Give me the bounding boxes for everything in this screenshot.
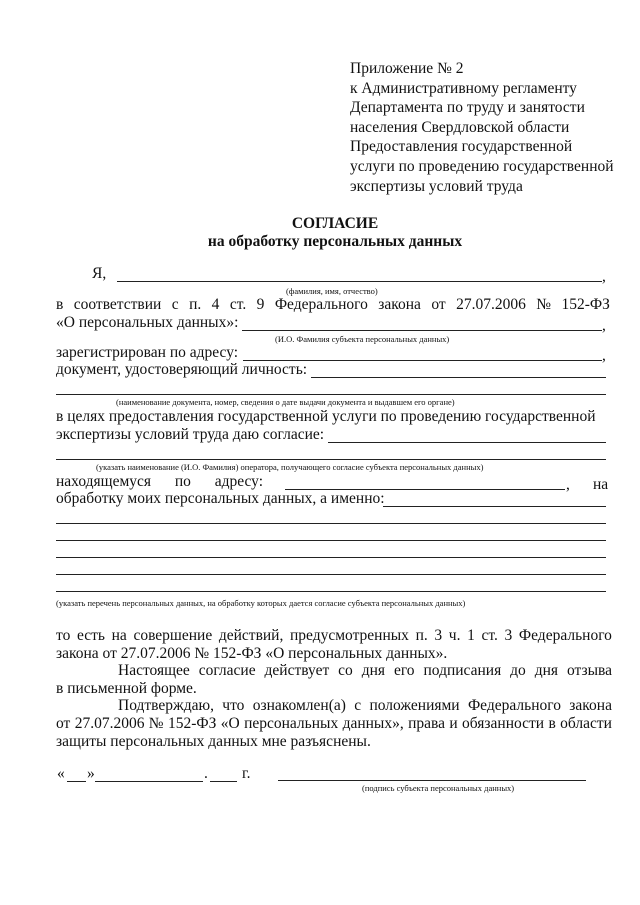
word: подписания: [423, 662, 502, 679]
appendix-line: Предоставления государственной: [350, 138, 573, 156]
appendix-line: экспертизы условий труда: [350, 177, 523, 195]
para2-line1: [118, 662, 612, 680]
word: обязанности: [462, 715, 545, 732]
data-list-line[interactable]: [56, 574, 606, 575]
appendix-line: населения Свердловской области: [350, 118, 570, 136]
fio-field-line[interactable]: [117, 281, 602, 282]
word: п.: [189, 296, 202, 313]
appendix-line: Приложение № 2: [350, 60, 464, 77]
operator-hint: (указать наименование (И.О. Фамилия) оператора, получающего согласие субъекта персональных данных): [96, 462, 484, 472]
word: и: [449, 715, 458, 732]
para1-line1: [56, 627, 612, 645]
appendix-line: к Административному регламенту: [350, 79, 577, 97]
word: что: [222, 697, 245, 714]
processing-label: обработку моих персональных данных, а именно:: [56, 490, 385, 507]
word: со: [338, 662, 353, 679]
word: 152-ФЗ: [167, 715, 217, 732]
document-hint: (наименование документа, номер, сведения о дате выдачи документа и выдавшем его органе): [116, 397, 455, 407]
word: Федерального: [467, 697, 561, 714]
word: закона: [569, 697, 612, 714]
date-open-quote: «: [57, 765, 65, 782]
word: «О: [220, 715, 240, 732]
word: в: [548, 715, 556, 732]
document-subtitle: на обработку персональных данных: [207, 233, 463, 250]
word: отзыва: [566, 662, 612, 679]
word: соответствии: [73, 296, 162, 313]
word: Федерального: [274, 296, 368, 313]
data-list-line[interactable]: [56, 523, 606, 524]
word: 3: [434, 627, 443, 644]
word: согласие: [198, 662, 256, 679]
word: дня: [361, 662, 386, 679]
data-list-line[interactable]: [56, 540, 606, 541]
registered-label: зарегистрирован по адресу:: [56, 344, 239, 361]
word: 27.07.2006: [74, 715, 145, 732]
date-dot: .: [204, 765, 208, 782]
word: персональных: [244, 715, 339, 732]
date-year-field[interactable]: [210, 781, 237, 782]
data-list-line[interactable]: [56, 557, 606, 558]
date-day-field[interactable]: [67, 781, 86, 782]
para3-line3: защиты персональных данных мне разъяснены.: [56, 733, 371, 750]
date-month-field[interactable]: [95, 781, 203, 782]
document-field-line[interactable]: [311, 377, 606, 378]
appendix-block: [350, 59, 614, 196]
subject-io-hint: (И.О. Фамилия субъекта персональных данных): [275, 334, 450, 344]
word: с: [354, 697, 362, 714]
date-year-label: г.: [242, 765, 251, 782]
word: с: [171, 296, 179, 313]
comma: ,: [602, 317, 606, 334]
word: права: [408, 715, 445, 732]
document-title: СОГЛАСИЕ: [291, 215, 379, 232]
word: 9: [256, 296, 265, 313]
comma: ,: [602, 347, 606, 364]
appendix-line: услуги по проведению государственной: [350, 157, 614, 175]
word: его: [393, 662, 415, 679]
word: совершение: [133, 627, 213, 644]
word: до: [510, 662, 526, 679]
signature-hint: (подпись субъекта персональных данных): [362, 783, 515, 793]
document-field-line-2[interactable]: [56, 394, 606, 395]
signature-field[interactable]: [278, 780, 586, 781]
word: от: [56, 715, 71, 732]
para3-line2: [56, 715, 612, 733]
word: п.: [415, 627, 428, 644]
word: то: [56, 627, 71, 644]
word: предусмотренных: [290, 627, 409, 644]
law-name: «О персональных данных»:: [56, 314, 239, 331]
word: дня: [534, 662, 559, 679]
word: №: [148, 715, 164, 732]
word: 1: [467, 627, 475, 644]
word: ч.: [448, 627, 461, 644]
data-list-line[interactable]: [56, 591, 606, 592]
word: данных»,: [342, 715, 404, 732]
fio-hint: (фамилия, имя, отчество): [286, 286, 378, 296]
subject-io-field-line[interactable]: [242, 330, 602, 331]
word: на: [111, 627, 127, 644]
word: 152-ФЗ: [561, 296, 610, 313]
data-list-field-line[interactable]: [383, 506, 606, 507]
purpose-line-1: в целях предоставления государственной услуги по проведению государственной: [56, 408, 596, 425]
word: 3: [504, 627, 513, 644]
word: Подтверждаю,: [118, 697, 214, 714]
word: 4: [211, 296, 220, 313]
word: ст.: [229, 296, 247, 313]
comma: ,: [566, 476, 570, 493]
para1-line2: закона от 27.07.2006 № 152-ФЗ «О персональных данных».: [56, 645, 448, 662]
ya-label: Я,: [92, 265, 107, 282]
word: по: [174, 473, 191, 490]
word: закона: [378, 296, 421, 313]
word: Федерального: [518, 627, 612, 644]
appendix-line: Департамента по труду и занятости: [350, 99, 585, 117]
date-close-quote: »: [87, 765, 95, 782]
operator-field-line-2[interactable]: [56, 459, 606, 460]
word: есть: [76, 627, 105, 644]
data-list-hint: (указать перечень персональных данных, на обработку которых дается согласие субъекта персональных данных): [56, 598, 466, 608]
na-word: на: [593, 476, 609, 493]
word: ст.: [481, 627, 498, 644]
purpose-line-2: экспертизы условий труда даю согласие:: [56, 426, 325, 443]
para2-line2: в письменной форме.: [56, 680, 197, 697]
word: в: [56, 296, 64, 313]
word: области: [560, 715, 612, 732]
word: Настоящее: [118, 662, 190, 679]
located-words: [56, 473, 263, 491]
word: положениями: [369, 697, 460, 714]
operator-field-line[interactable]: [328, 442, 606, 443]
word: от: [431, 296, 446, 313]
word: 27.07.2006: [456, 296, 526, 313]
para3-line1: [118, 697, 612, 715]
comma: ,: [602, 268, 606, 285]
sootv-line: [56, 296, 610, 314]
word: действует: [264, 662, 330, 679]
word: находящемуся: [56, 473, 152, 490]
word: №: [536, 296, 552, 313]
word: ознакомлен(а): [252, 697, 346, 714]
word: действий,: [218, 627, 284, 644]
word: адресу:: [214, 473, 263, 490]
document-label: документ, удостоверяющий личность:: [56, 361, 308, 378]
